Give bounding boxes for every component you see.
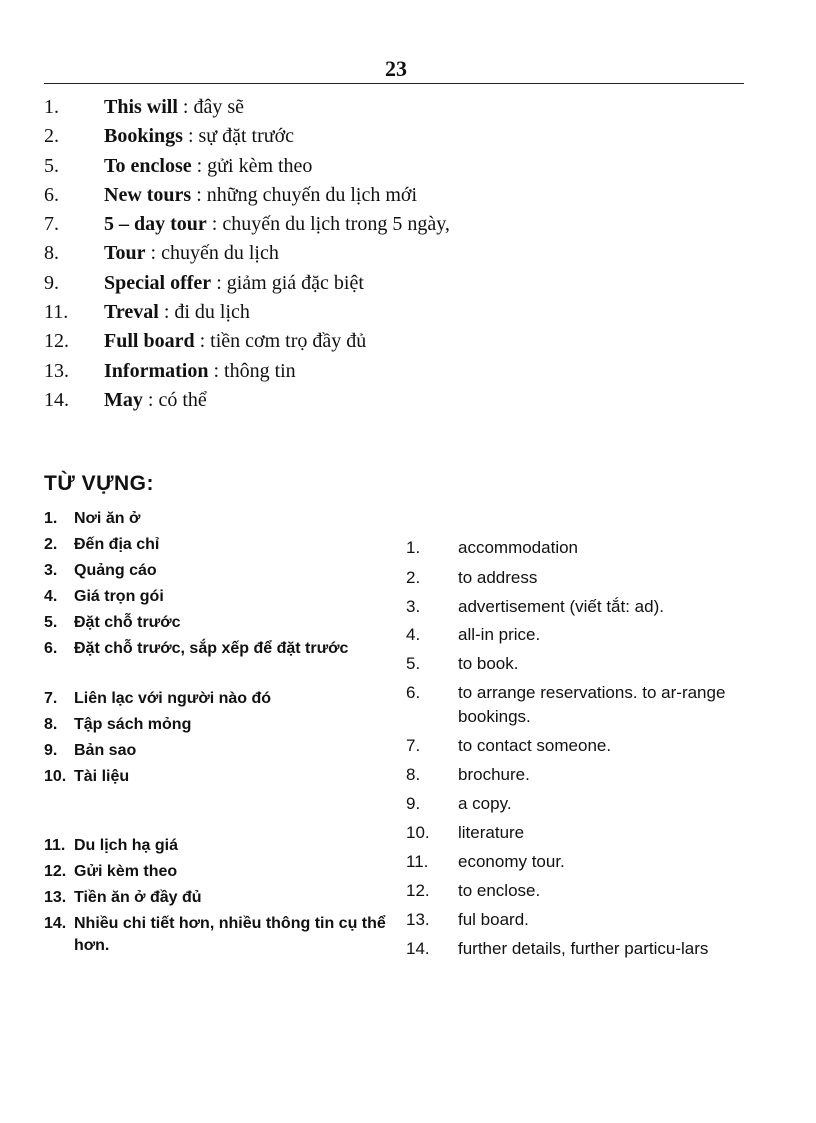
vocab-number: 6. bbox=[406, 683, 421, 702]
vocab-number: 14. bbox=[44, 915, 67, 932]
vocab-item-en bbox=[406, 623, 758, 647]
vocab-number: 11. bbox=[406, 852, 429, 871]
glossary-meaning: : có thể bbox=[142, 388, 207, 411]
vocab-number: 3. bbox=[44, 562, 58, 579]
vocab-text: Bản sao bbox=[74, 742, 137, 759]
glossary-meaning: : đây sẽ bbox=[177, 96, 245, 118]
vocab-text: advertisement (viết tắt: ad). bbox=[458, 597, 664, 616]
vocab-item-vi bbox=[44, 740, 399, 762]
vocab-item-vi bbox=[44, 508, 399, 530]
page-number: 23 bbox=[385, 56, 407, 81]
vocab-number: 2. bbox=[406, 568, 421, 587]
vocab-number: 11. bbox=[44, 837, 66, 854]
vocab-item-en bbox=[406, 879, 758, 903]
glossary-term: May bbox=[104, 388, 143, 411]
vocab-text: Nhiều chi tiết hơn, nhiều thông tin cụ thể hơn. bbox=[74, 915, 386, 954]
vocab-item-vi bbox=[44, 861, 399, 883]
vocab-number: 2. bbox=[44, 536, 58, 553]
vocab-text: to arrange reservations. to ar-range bookings. bbox=[458, 683, 726, 726]
vocab-item-vi bbox=[44, 913, 399, 957]
vocab-number: 12. bbox=[44, 863, 67, 880]
glossary-item bbox=[44, 298, 764, 327]
vocab-text: Nơi ăn ở bbox=[74, 510, 141, 527]
vocab-text: economy tour. bbox=[458, 852, 565, 871]
vocab-text: a copy. bbox=[458, 794, 512, 813]
vocab-item-en bbox=[406, 566, 758, 590]
vocab-text: further details, further particu-lars bbox=[458, 939, 709, 958]
vocab-item-en bbox=[406, 850, 758, 874]
vocab-text: to contact someone. bbox=[458, 736, 612, 755]
vocab-text: ful board. bbox=[458, 910, 529, 929]
vocab-item-en bbox=[406, 763, 758, 787]
vocab-item-vi bbox=[44, 560, 399, 582]
vocab-number: 1. bbox=[406, 538, 421, 557]
vocab-text: Đến địa chỉ bbox=[74, 536, 160, 553]
vocab-number: 7. bbox=[406, 736, 421, 755]
vocab-text: to book. bbox=[458, 654, 519, 673]
glossary-meaning: : gửi kèm theo bbox=[191, 154, 313, 177]
vocab-text: Đặt chỗ trước, sắp xếp để đặt trước bbox=[74, 640, 349, 657]
glossary-term: Special offer bbox=[104, 271, 212, 294]
glossary-item bbox=[44, 152, 764, 181]
vocab-text: accommodation bbox=[458, 538, 579, 557]
vocab-item-vi bbox=[44, 534, 399, 556]
header-rule bbox=[44, 83, 744, 84]
glossary-item bbox=[44, 181, 764, 210]
vocab-item-vi bbox=[44, 612, 399, 634]
glossary-item bbox=[44, 210, 764, 239]
vocab-text: Tập sách mỏng bbox=[74, 716, 192, 733]
glossary-term: New tours bbox=[104, 183, 192, 206]
vocab-item-vi bbox=[44, 835, 399, 857]
vocab-number: 12. bbox=[406, 881, 430, 900]
vocab-number: 3. bbox=[406, 597, 421, 616]
vocab-text: to address bbox=[458, 568, 538, 587]
glossary-item bbox=[44, 269, 764, 298]
glossary-term: Treval bbox=[104, 301, 159, 324]
glossary-number: 9. bbox=[44, 271, 59, 294]
glossary-number: 7. bbox=[44, 213, 59, 236]
vocab-item-en bbox=[406, 937, 758, 961]
glossary-number: 6. bbox=[44, 183, 59, 206]
glossary-meaning: : thông tin bbox=[208, 359, 296, 382]
glossary-term: To enclose bbox=[104, 154, 192, 177]
glossary-number: 8. bbox=[44, 242, 59, 265]
vocab-item-en bbox=[406, 681, 758, 729]
vocab-text: Liên lạc với người nào đó bbox=[74, 690, 272, 707]
vocab-item-en bbox=[406, 652, 758, 676]
glossary-term: 5 – day tour bbox=[104, 213, 207, 236]
glossary-term: Bookings bbox=[104, 125, 183, 148]
vocab-item-vi bbox=[44, 638, 399, 660]
vocab-item-en bbox=[406, 536, 758, 560]
glossary-number: 13. bbox=[44, 359, 69, 382]
glossary-meaning: : những chuyến du lịch mới bbox=[191, 183, 418, 206]
vocab-number: 8. bbox=[44, 716, 58, 733]
vocab-text: to enclose. bbox=[458, 881, 541, 900]
vocab-number: 1. bbox=[44, 510, 58, 527]
vocab-item-vi bbox=[44, 586, 399, 608]
vocab-number: 5. bbox=[44, 614, 58, 631]
vocab-item-vi bbox=[44, 887, 399, 909]
vocab-number: 8. bbox=[406, 765, 421, 784]
glossary-item bbox=[44, 239, 764, 268]
vocab-item-en bbox=[406, 908, 758, 932]
vocab-item-en bbox=[406, 595, 758, 619]
vocab-number: 10. bbox=[44, 768, 67, 785]
glossary-number: 2. bbox=[44, 125, 59, 148]
vocab-heading: TỪ VỰNG: bbox=[44, 472, 155, 495]
vocab-number: 13. bbox=[44, 889, 67, 906]
glossary-list bbox=[44, 93, 764, 415]
glossary-number: 1. bbox=[44, 96, 59, 118]
glossary-number: 12. bbox=[44, 330, 69, 353]
vocab-item-en bbox=[406, 734, 758, 758]
vocab-number: 6. bbox=[44, 640, 58, 657]
vocab-text: Tài liệu bbox=[74, 768, 130, 785]
glossary-item bbox=[44, 122, 764, 151]
vocab-text: brochure. bbox=[458, 765, 530, 784]
vocab-text: Du lịch hạ giá bbox=[74, 837, 179, 854]
vocab-text: literature bbox=[458, 823, 525, 842]
glossary-term: Full board bbox=[104, 330, 195, 353]
glossary-meaning: : đi du lịch bbox=[158, 301, 250, 324]
vocab-number: 9. bbox=[44, 742, 58, 759]
glossary-term: Tour bbox=[104, 242, 146, 265]
vocab-item-vi bbox=[44, 714, 399, 736]
vocab-number: 4. bbox=[44, 588, 58, 605]
vocab-text: Tiền ăn ở đầy đủ bbox=[74, 889, 202, 906]
vocab-number: 4. bbox=[406, 625, 421, 644]
glossary-term: Information bbox=[104, 359, 209, 382]
vocab-number: 13. bbox=[406, 910, 430, 929]
glossary-meaning: : giảm giá đặc biệt bbox=[211, 271, 364, 294]
glossary-meaning: : sự đặt trước bbox=[182, 125, 295, 148]
glossary-meaning: : chuyến du lịch trong 5 ngày, bbox=[206, 213, 450, 236]
vocab-text: Giá trọn gói bbox=[74, 588, 164, 605]
glossary-meaning: : chuyến du lịch bbox=[145, 242, 279, 265]
glossary-number: 5. bbox=[44, 154, 59, 177]
vocab-text: Gửi kèm theo bbox=[74, 863, 178, 880]
glossary-item bbox=[44, 93, 764, 122]
glossary-number: 14. bbox=[44, 388, 69, 411]
vocab-item-en bbox=[406, 792, 758, 816]
vocab-text: Đặt chỗ trước bbox=[74, 614, 181, 631]
vocab-item-en bbox=[406, 821, 758, 845]
vocab-number: 7. bbox=[44, 690, 58, 707]
glossary-item bbox=[44, 357, 764, 386]
vocab-number: 5. bbox=[406, 654, 421, 673]
glossary-meaning: : tiền cơm trọ đầy đủ bbox=[194, 330, 367, 353]
glossary-item bbox=[44, 327, 764, 356]
glossary-term: This will bbox=[104, 96, 178, 118]
vocab-text: Quảng cáo bbox=[74, 562, 157, 579]
vocab-text: all-in price. bbox=[458, 625, 541, 644]
vocab-number: 14. bbox=[406, 939, 430, 958]
vocab-item-vi bbox=[44, 688, 399, 710]
vocab-item-vi bbox=[44, 766, 399, 788]
vocab-number: 9. bbox=[406, 794, 421, 813]
glossary-number: 11. bbox=[44, 301, 69, 324]
vocab-number: 10. bbox=[406, 823, 430, 842]
glossary-item bbox=[44, 386, 764, 415]
